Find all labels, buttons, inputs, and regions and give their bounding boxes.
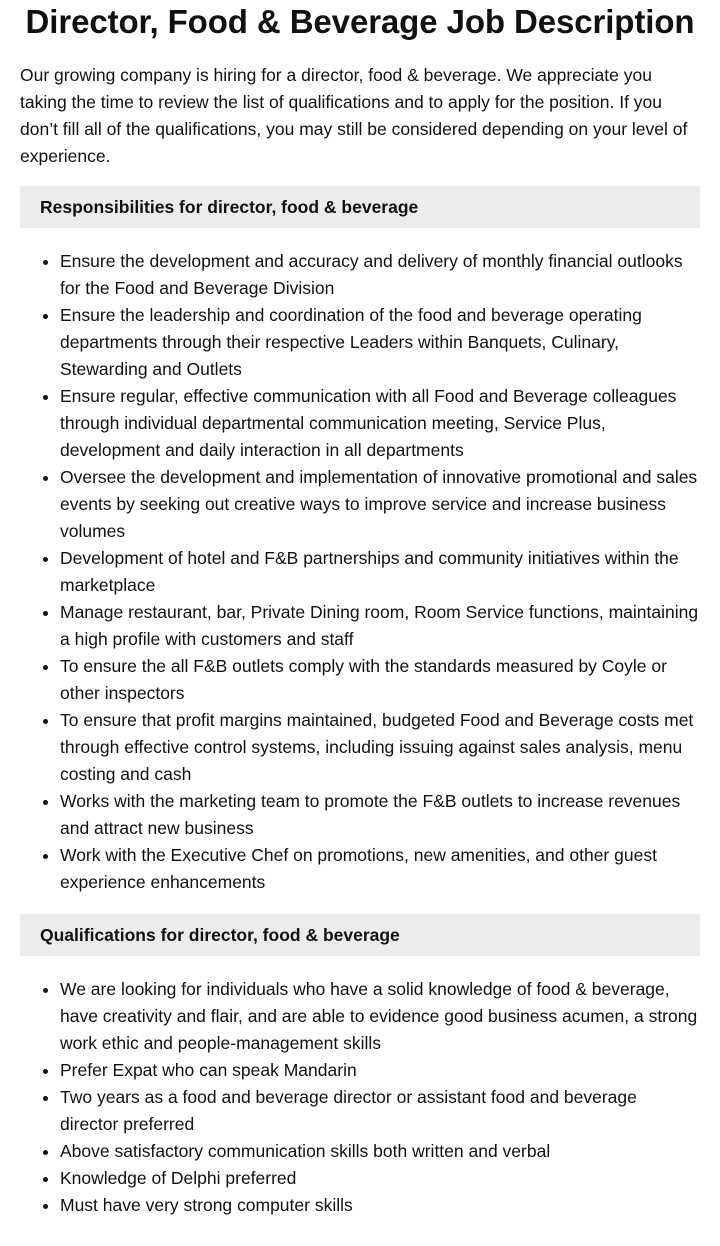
- responsibilities-heading: Responsibilities for director, food & beverage: [20, 186, 700, 228]
- page-title: Director, Food & Beverage Job Description: [25, 3, 695, 40]
- list-item: • Ensure the leadership and coordination of the food and beverage operating departments through their respective Leaders within Banquets, Culinary, Stewarding and Outlets: [60, 302, 700, 383]
- list-item: • Two years as a food and beverage director or assistant food and beverage director preferred: [60, 1084, 700, 1138]
- list-item: • We are looking for individuals who have a solid knowledge of food & beverage, have creativity and flair, and are able to evidence good business acumen, a strong work ethic and people-management skills: [60, 976, 700, 1057]
- list-item: • Manage restaurant, bar, Private Dining room, Room Service functions, maintaining a high profile with customers and staff: [60, 599, 700, 653]
- intro-paragraph: Our growing company is hiring for a director, food & beverage. We appreciate you taking the time to review the list of qualifications and to apply for the position. If you don’t fill all of the qualifications, you may still be considered depending on your level of experience.: [20, 65, 688, 166]
- responsibilities-list: [20, 248, 700, 896]
- list-item: • Prefer Expat who can speak Mandarin: [60, 1057, 700, 1084]
- list-item: • Works with the marketing team to promote the F&B outlets to increase revenues and attract new business: [60, 788, 700, 842]
- list-item: • Development of hotel and F&B partnerships and community initiatives within the marketplace: [60, 545, 700, 599]
- list-item: • To ensure the all F&B outlets comply with the standards measured by Coyle or other inspectors: [60, 653, 700, 707]
- qualifications-heading: Qualifications for director, food & beverage: [20, 914, 700, 956]
- list-item: • To ensure that profit margins maintained, budgeted Food and Beverage costs met through effective control systems, including issuing against sales analysis, menu costing and cash: [60, 707, 700, 788]
- list-item: • Ensure the development and accuracy and delivery of monthly financial outlooks for the Food and Beverage Division: [60, 248, 700, 302]
- list-item: • Must have very strong computer skills: [60, 1192, 700, 1219]
- list-item: • Work with the Executive Chef on promotions, new amenities, and other guest experience enhancements: [60, 842, 700, 896]
- qualifications-list: [20, 976, 700, 1219]
- list-item: • Above satisfactory communication skills both written and verbal: [60, 1138, 700, 1165]
- list-item: • Knowledge of Delphi preferred: [60, 1165, 700, 1192]
- list-item: • Oversee the development and implementation of innovative promotional and sales events by seeking out creative ways to improve service and increase business volumes: [60, 464, 700, 545]
- list-item: • Ensure regular, effective communication with all Food and Beverage colleagues through individual departmental communication meeting, Service Plus, development and daily interaction in all departments: [60, 383, 700, 464]
